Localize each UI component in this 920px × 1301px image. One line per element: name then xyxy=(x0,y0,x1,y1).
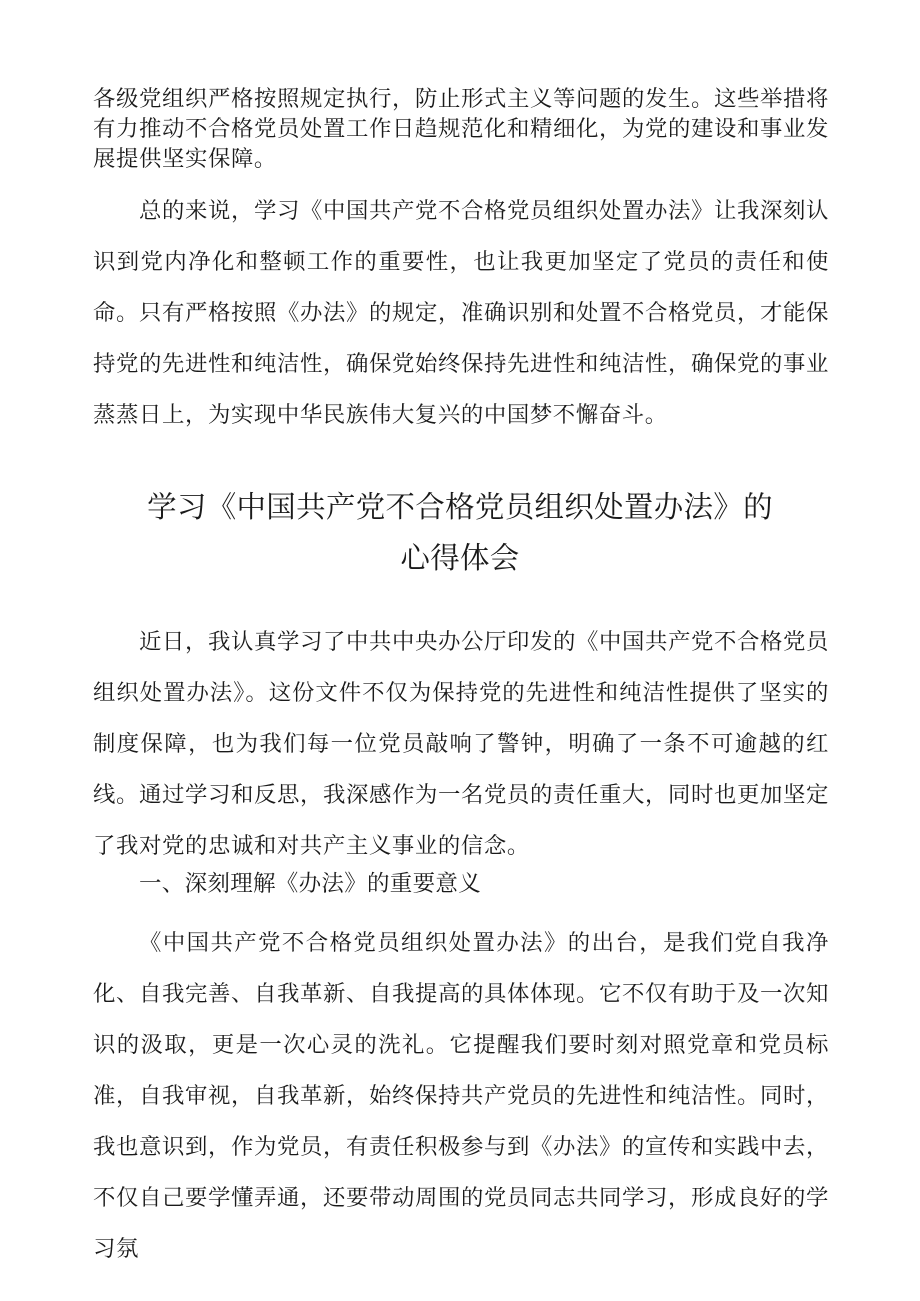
paragraph-intro: 近日，我认真学习了中共中央办公厅印发的《中国共产党不合格党员组织处置办法》。这份文件不仅为保持党的先进性和纯洁性提供了坚实的制度保障，也为我们每一位党员敲响了警钟，明确了一条不可逾越的红线。通过学习和反思，我深感作为一名党员的责任重大，同时也更加坚定了我对党的忠诚和对共产主义事业的信念。 xyxy=(93,629,829,859)
section-heading-1: 一、深刻理解《办法》的重要意义 xyxy=(139,871,482,897)
paragraph-continuation: 各级党组织严格按照规定执行，防止形式主义等问题的发生。这些举措将有力推动不合格党员处置工作日趋规范化和精细化，为党的建设和事业发展提供坚实保障。 xyxy=(93,86,829,172)
article-title xyxy=(80,482,840,584)
article-title-line-2: 心得体会 xyxy=(400,541,520,575)
paragraph-conclusion: 总的来说，学习《中国共产党不合格党员组织处置办法》让我深刻认识到党内净化和整顿工作的重要性，也让我更加坚定了党员的责任和使命。只有严格按照《办法》的规定，准确识别和处置不合格党员，才能保持党的先进性和纯洁性，确保党始终保持先进性和纯洁性，确保党的事业蒸蒸日上，为实现中华民族伟大复兴的中国梦不懈奋斗。 xyxy=(93,198,829,428)
paragraph-section-1: 《中国共产党不合格党员组织处置办法》的出台，是我们党自我净化、自我完善、自我革新、自我提高的具体体现。它不仅有助于及一次知识的汲取，更是一次心灵的洗礼。它提醒我们要时刻对照党章和党员标准，自我审视，自我革新，始终保持共产党员的先进性和纯洁性。同时，我也意识到，作为党员，有责任积极参与到《办法》的宣传和实践中去，不仅自己要学懂弄通，还要带动周围的党员同志共同学习，形成良好的学习氛 xyxy=(93,930,829,1262)
article-title-line-1: 学习《中国共产党不合格党员组织处置办法》的 xyxy=(147,490,773,524)
